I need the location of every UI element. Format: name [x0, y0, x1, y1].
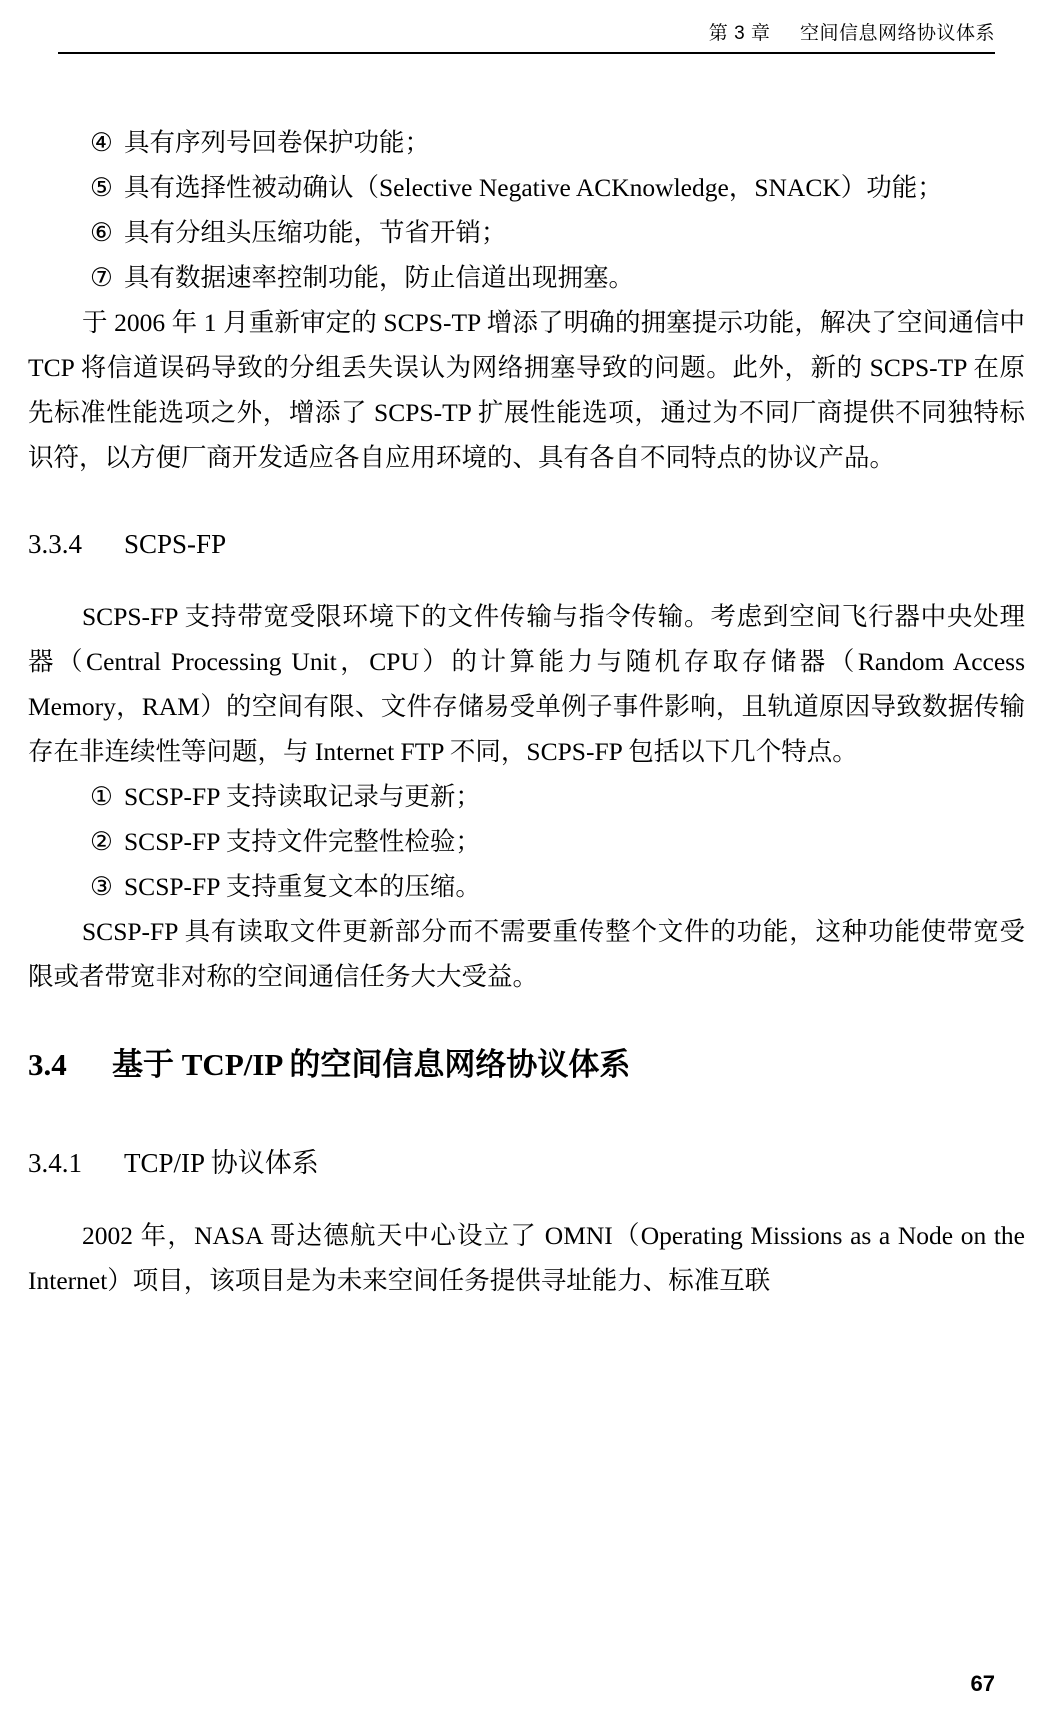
list-text: SCSP-FP 支持读取记录与更新； [124, 782, 481, 811]
list-item [28, 255, 1025, 300]
list-item [28, 819, 1025, 864]
spacer [28, 480, 1025, 524]
list-item [28, 165, 1025, 210]
heading-number: 3.4 [28, 1047, 67, 1082]
page-content [28, 120, 1025, 1635]
paragraph-scps-fp-intro: SCPS-FP 支持带宽受限环境下的文件传输与指令传输。考虑到空间飞行器中央处理器（Central Processing Unit，CPU）的计算能力与随机存取存储器（Random Access Memory，RAM）的空间有限、文件存储易受单例子事件影响，且轨道原因导致数据传输存在非连续性等问题，与 Internet FTP 不同，SCPS-FP 包括以下几个特点。 [28, 602, 1025, 766]
list-text: SCSP-FP 支持文件完整性检验； [124, 827, 481, 856]
spacer [28, 999, 1025, 1043]
list-marker: ② [90, 827, 113, 856]
heading-text: TCP/IP 协议体系 [124, 1148, 319, 1178]
spacer [28, 1087, 1025, 1143]
list-item [28, 120, 1025, 165]
list-marker: ⑤ [90, 173, 113, 202]
list-item [28, 210, 1025, 255]
heading-text: SCPS-FP [124, 529, 227, 559]
list-marker: ③ [90, 872, 113, 901]
page-header [0, 18, 995, 45]
heading-3-3-4 [28, 524, 1025, 564]
heading-3-4 [28, 1043, 1025, 1087]
list-text: SCSP-FP 支持重复文本的压缩。 [124, 872, 481, 901]
spacer [28, 1183, 1025, 1213]
spacer [28, 564, 1025, 594]
list-text: 具有分组头压缩功能，节省开销； [124, 218, 507, 247]
heading-3-4-1 [28, 1143, 1025, 1183]
list-item [28, 864, 1025, 909]
list-text: 具有数据速率控制功能，防止信道出现拥塞。 [124, 263, 635, 292]
list-marker: ④ [90, 128, 113, 157]
paragraph-omni: 2002 年，NASA 哥达德航天中心设立了 OMNI（Operating Missions as a Node on the Internet）项目，该项目是为未来空间任务提供寻址能力、标准互联 [28, 1221, 1025, 1295]
header-title: 空间信息网络协议体系 [799, 23, 995, 44]
header-chapter: 第 3 章 [708, 23, 771, 44]
page-number: 67 [970, 1671, 995, 1696]
heading-number: 3.3.4 [28, 529, 82, 559]
paragraph-scps-tp: 于 2006 年 1 月重新审定的 SCPS-TP 增添了明确的拥塞提示功能，解决了空间通信中 TCP 将信道误码导致的分组丢失误认为网络拥塞导致的问题。此外，新的 SCPS-TP 在原先标准性能选项之外，增添了 SCPS-TP 扩展性能选项，通过为不同厂商提供不同独特标识符，以方便厂商开发适应各自应用环境的、具有各自不同特点的协议产品。 [28, 308, 1025, 472]
list-item [28, 774, 1025, 819]
paragraph-scsp-fp-benefit: SCSP-FP 具有读取文件更新部分而不需要重传整个文件的功能，这种功能使带宽受限或者带宽非对称的空间通信任务大大受益。 [28, 917, 1025, 991]
list-marker: ⑥ [90, 218, 113, 247]
heading-number: 3.4.1 [28, 1148, 82, 1178]
list-marker: ① [90, 782, 113, 811]
list-text: 具有选择性被动确认（Selective Negative ACKnowledge，SNACK）功能； [124, 173, 943, 202]
list-marker: ⑦ [90, 263, 113, 292]
heading-text: 基于 TCP/IP 的空间信息网络协议体系 [112, 1047, 631, 1082]
header-rule [58, 52, 995, 54]
list-text: 具有序列号回卷保护功能； [124, 128, 431, 157]
